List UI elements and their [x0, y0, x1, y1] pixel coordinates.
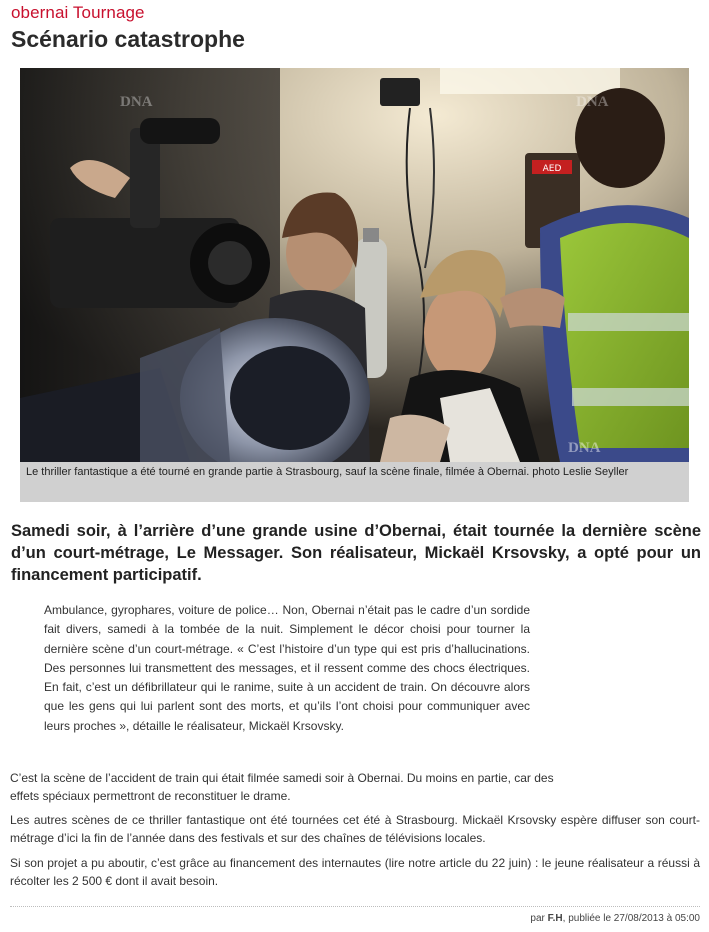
article-photo [20, 68, 689, 502]
article-kicker[interactable]: obernai Tournage [11, 3, 145, 22]
photo-watermark-bottom-right: DNA [568, 440, 601, 456]
article-title: Scénario catastrophe [11, 26, 245, 52]
byline-published: , publiée le 27/08/2013 à 05:00 [562, 913, 700, 924]
article-lead: Samedi soir, à l’arrière d’une grande usine d’Obernai, était tournée la dernière scène d’un court-métrage, Le Messager. Son réalisateur, Mickaël Krsovsky, a opté pour un financement participatif. [11, 522, 701, 584]
article-paragraph-3: Si son projet a pu aboutir, c’est grâce au financement des internautes (lire notre article du 22 juin) : le jeune réalisateur a réussi à récolter les 2 500 € dont il avait besoin. [10, 856, 700, 888]
aed-label: AED [542, 164, 562, 174]
photo-image [20, 68, 689, 462]
photo-watermark-top-right: DNA [576, 94, 609, 110]
photo-illustration [20, 68, 689, 462]
footer-divider [10, 906, 700, 907]
byline-prefix: par [530, 913, 545, 924]
byline-author[interactable]: F.H [547, 913, 563, 924]
article-quote: Ambulance, gyrophares, voiture de police… Non, Obernai n’était pas le cadre d’un sordide fait divers, samedi à la tombée de la nuit. Simplement le décor choisi pour tourner la dernière scène d’un court-métrage. « C’est l’histoire d’un type qui est pris d’hallucinations. Des personnes lui transmettent des messages, et il ressent comme des chocs électriques. En fait, c’est un défibrillateur qui le ranime, suite à un accident de train. On découvre alors que les gens qui lui parlent sont des morts, et qu’ils l’ont choisi pour communiquer avec leurs proches », détaille le réalisateur, Mickaël Krsovsky. [44, 603, 530, 733]
article-paragraph-1: C’est la scène de l’accident de train qui était filmée samedi soir à Obernai. Du moins en partie, car des effets spéciaux permettront de reconstituer le drame. [10, 771, 554, 803]
article-paragraph-2: Les autres scènes de ce thriller fantastique ont été tournées cet été à Strasbourg. Mickaël Krsovsky espère diffuser son court-métrage d’ici la fin de l’année dans des festivals et sur des chaînes de télévisions locales. [10, 813, 700, 845]
photo-caption: Le thriller fantastique a été tourné en grande partie à Strasbourg, sauf la scène finale, filmée à Obernai. photo Leslie Seyller [20, 462, 689, 502]
photo-watermark-top-left: DNA [120, 94, 153, 110]
article-byline [530, 913, 700, 924]
